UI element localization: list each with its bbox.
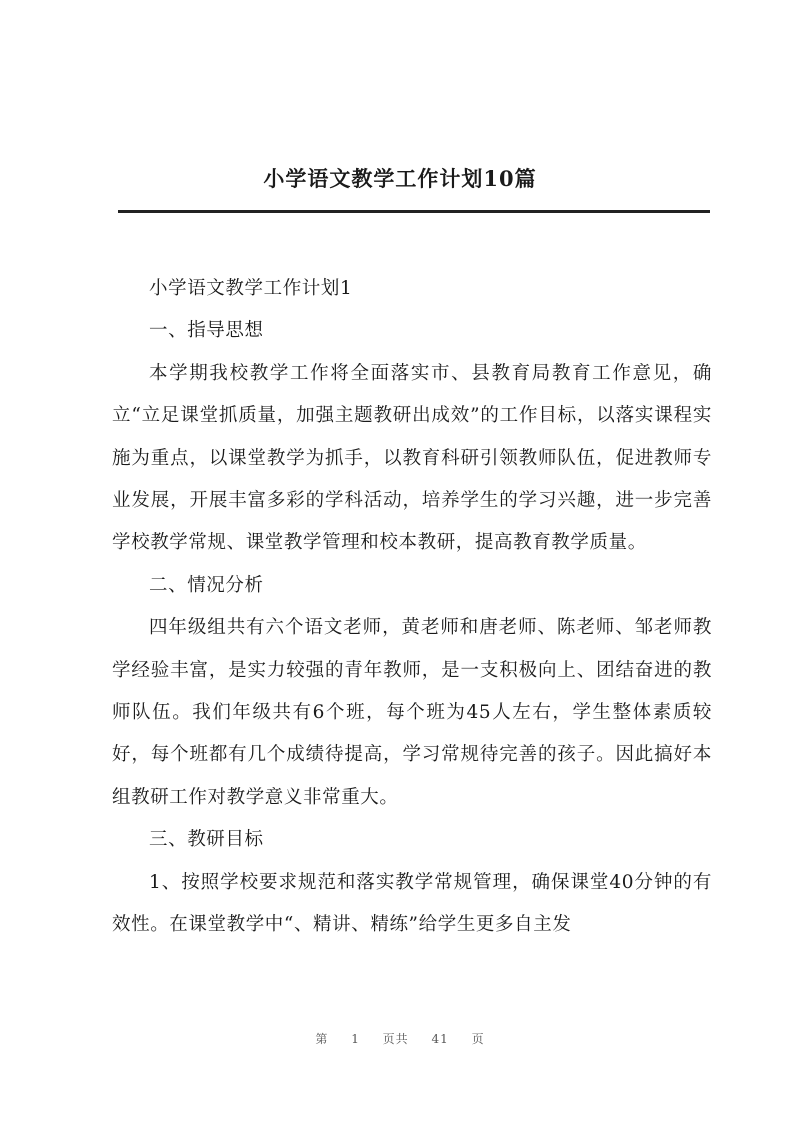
footer-total-pages: 41 xyxy=(431,1032,449,1046)
document-body xyxy=(112,268,712,947)
body-paragraph: 1、按照学校要求规范和落实教学常规管理，确保课堂40分钟的有效性。在课堂教学中“、精讲、精练”给学生更多自主发 xyxy=(112,871,712,936)
document-title: 小学语文教学工作计划10篇 xyxy=(263,166,537,191)
page-footer xyxy=(0,1030,800,1047)
footer-suffix: 页 xyxy=(471,1032,485,1046)
footer-page-number: 1 xyxy=(351,1032,360,1046)
footer-prefix: 第 xyxy=(315,1032,329,1046)
section-heading: 小学语文教学工作计划1 xyxy=(149,278,353,299)
footer-middle: 页共 xyxy=(382,1032,409,1046)
body-paragraph: 四年级组共有六个语文老师，黄老师和唐老师、陈老师、邹老师教学经验丰富，是实力较强的青年教师，是一支积极向上、团结奋进的教师队伍。我们年级共有6个班，每个班为45人左右，学生整体素质较好，每个班都有几个成绩待提高，学习常规待完善的孩子。因此搞好本组教研工作对教学意义非常重大。 xyxy=(112,617,712,808)
title-divider xyxy=(118,210,710,213)
body-paragraph: 本学期我校教学工作将全面落实市、县教育局教育工作意见，确立“立足课堂抓质量，加强主题教研出成效”的工作目标，以落实课程实施为重点，以课堂教学为抓手，以教育科研引领教师队伍，促进教师专业发展，开展丰富多彩的学科活动，培养学生的学习兴趣，进一步完善学校教学常规、课堂教学管理和校本教研，提高教育教学质量。 xyxy=(112,362,712,554)
section-heading: 一、指导思想 xyxy=(149,320,264,342)
section-heading: 三、教研目标 xyxy=(149,829,264,851)
section-heading: 二、情况分析 xyxy=(149,574,264,596)
